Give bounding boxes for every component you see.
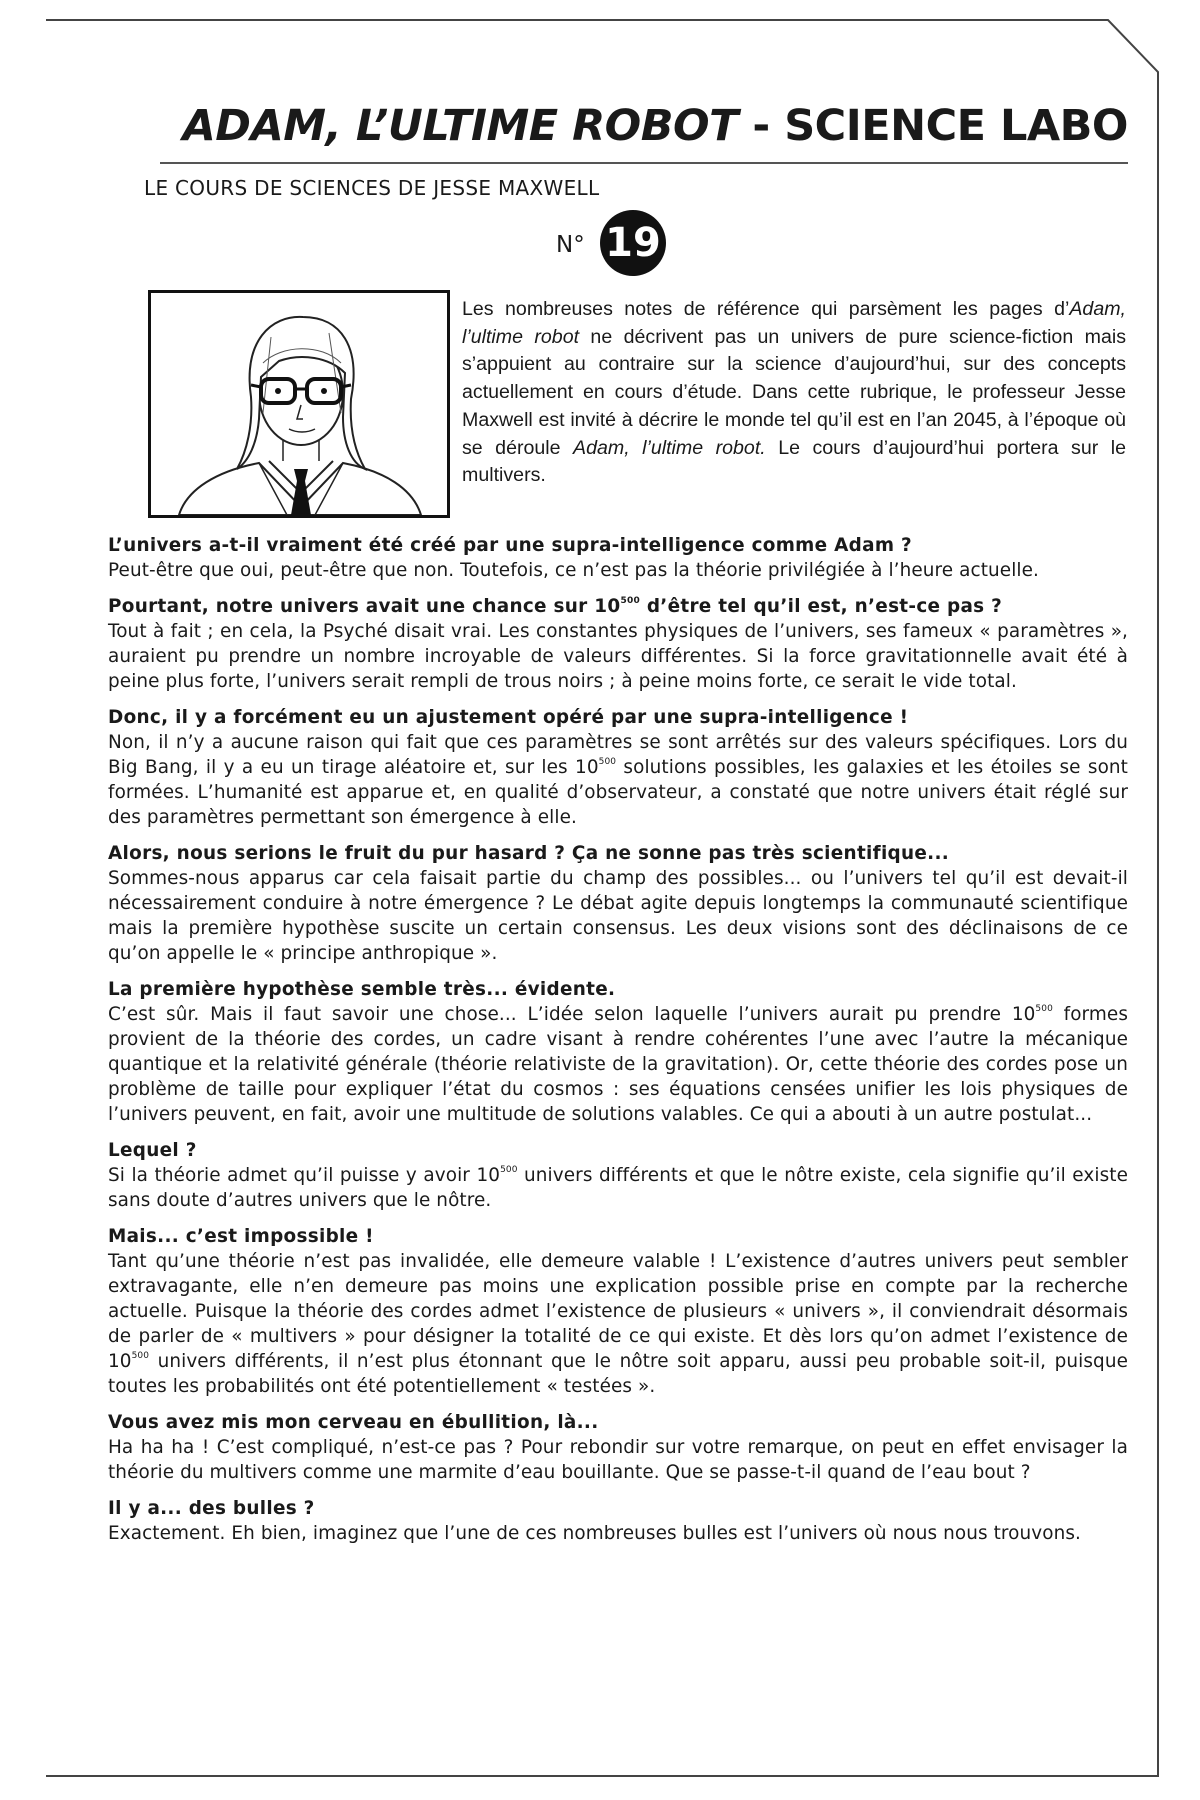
qa-block-5 — [108, 977, 1128, 1127]
question: Vous avez mis mon cerveau en ébullition, là... — [108, 1412, 599, 1433]
answer-text: formes provient de la théorie des cordes, un cadre visant à rendre cohérentes l’une avec l’autre la mécanique quantique et la relativité générale (théorie relativiste de la gravitation). Or, cette théorie des cordes pose un problème de taille pour expliquer l’état du cosmos : ses équations censées unifier les lois physiques de l’univers peuvent, en fait, avoir une multitude de solutions valables. Ce qui a abouti à un autre postulat... — [108, 1004, 1128, 1125]
qa-block-6 — [108, 1138, 1128, 1213]
article — [108, 96, 1128, 1546]
question: L’univers a-t-il vraiment été créé par une supra-intelligence comme Adam ? — [108, 535, 912, 556]
exponent: 500 — [1035, 1004, 1053, 1014]
answer — [108, 730, 1128, 830]
question-text: Pourtant, notre univers avait une chance sur 10 — [108, 596, 621, 617]
answer: Sommes-nous apparus car cela faisait partie du champ des possibles... ou l’univers tel qu’il est devait-il nécessairement conduire à notre émergence ? Le débat agite depuis longtemps la communauté scientifique mais la première hypothèse suscite un certain consensus. Les deux visions sont des déclinaisons de ce qu’on appelle le « principe anthropique ». — [108, 868, 1128, 964]
answer-text: Tant qu’une théorie n’est pas invalidée, elle demeure valable ! L’existence d’autres univers peut sembler extravagante, elle n’en demeure pas moins une explication possible prise en compte par la recherche actuelle. Puisque la théorie des cordes admet l’existence de plusieurs « univers », il conviendrait désormais de parler de « multivers » pour désigner la totalité de ce qui existe. Et dès lors qu’on admet l’existence de 10 — [108, 1251, 1128, 1372]
portrait-illustration — [151, 293, 447, 515]
professor-portrait — [148, 290, 450, 518]
answer: Exactement. Eh bien, imaginez que l’une de ces nombreuses bulles est l’univers où nous nous trouvons. — [108, 1523, 1081, 1544]
exponent: 500 — [500, 1165, 518, 1175]
intro-book-title-2: Adam, l’ultime robot. — [573, 436, 766, 459]
page-subtitle: LE COURS DE SCIENCES DE JESSE MAXWELL — [144, 176, 600, 200]
question — [108, 594, 1128, 619]
answer-text: univers différents, il n’est plus étonnant que le nôtre soit apparu, aussi peu probable soit-il, puisque toutes les probabilités ont été potentiellement « testées ». — [108, 1351, 1128, 1397]
qa-block-9 — [108, 1496, 1128, 1546]
page-title — [108, 96, 1128, 156]
question-text: d’être tel qu’il est, n’est-ce pas ? — [640, 596, 1003, 617]
answer: Peut-être que oui, peut-être que non. Toutefois, ce n’est pas la théorie privilégiée à l’heure actuelle. — [108, 560, 1039, 581]
qa-block-4 — [108, 841, 1128, 966]
answer — [108, 1002, 1128, 1127]
question: Alors, nous serions le fruit du pur hasard ? Ça ne sonne pas très scientifique... — [108, 843, 950, 864]
exponent: 500 — [131, 1351, 150, 1361]
title-divider — [160, 162, 1128, 164]
intro-section — [108, 290, 1128, 522]
qa-block-8 — [108, 1410, 1128, 1485]
question: Donc, il y a forcément eu un ajustement opéré par une supra-intelligence ! — [108, 707, 909, 728]
answer: Tout à fait ; en cela, la Psyché disait vrai. Les constantes physiques de l’univers, ses fameux « paramètres », auraient pu prendre un nombre incroyable de valeurs différentes. Si la force gravitationnelle avait été à peine plus forte, l’univers serait rempli de trous noirs ; à peine moins forte, ce serait le vide total. — [108, 621, 1128, 692]
question: Il y a... des bulles ? — [108, 1498, 315, 1519]
title-rest: - SCIENCE LABO — [737, 101, 1128, 151]
intro-text-3: Le cours d’aujourd’hui portera sur le multivers. — [462, 436, 1126, 487]
answer: Ha ha ha ! C’est compliqué, n’est-ce pas ? Pour rebondir sur votre remarque, on peut en effet envisager la théorie du multivers comme une marmite d’eau bouillante. Que se passe-t-il quand de l’eau bout ? — [108, 1437, 1128, 1483]
qa-block-2 — [108, 594, 1128, 694]
intro-paragraph — [462, 296, 1126, 490]
qa-block-3 — [108, 705, 1128, 830]
answer-text: Non, il n’y a aucune raison qui fait que ces paramètres se sont arrêtés sur des valeurs spécifiques. Lors du Big Bang, il y a eu un tirage aléatoire et, sur les 10 — [108, 732, 1128, 778]
answer-text: univers différents et que le nôtre existe, cela signifie qu’il existe sans doute d’autres univers que le nôtre. — [108, 1165, 1128, 1211]
intro-text-1: Les nombreuses notes de référence qui parsèment les pages d’ — [462, 298, 1070, 320]
issue-number — [108, 210, 1128, 282]
question: Mais... c’est impossible ! — [108, 1226, 374, 1247]
qa-block-1 — [108, 533, 1128, 583]
issue-number-label: N° — [556, 232, 585, 258]
answer-text: solutions possibles, les galaxies et les étoiles se sont formées. L’humanité est apparue et, en qualité d’observateur, a constaté que notre univers était réglé sur des paramètres permettant son émergence à elle. — [108, 757, 1128, 828]
exponent: 500 — [598, 757, 617, 767]
question: Lequel ? — [108, 1140, 197, 1161]
answer — [108, 1249, 1128, 1399]
intro-book-title-1: Adam, l’ultime robot — [462, 298, 1126, 348]
qa-block-7 — [108, 1224, 1128, 1399]
answer — [108, 1163, 1128, 1213]
exponent: 500 — [620, 596, 641, 606]
question: La première hypothèse semble très... évidente. — [108, 979, 616, 1000]
answer-text: Si la théorie admet qu’il puisse y avoir 10 — [108, 1165, 501, 1186]
intro-text-2: ne décrivent pas un univers de pure science-fiction mais s’appuient au contraire sur la science d’aujourd’hui, sur des concepts actuellement en cours d’étude. Dans cette rubrique, le professeur Jesse Maxwell est invité à décrire le monde tel qu’il est en l’an 2045, à l’époque où se déroule — [462, 325, 1126, 459]
title-italic: ADAM, L’ULTIME ROBOT — [182, 101, 738, 151]
issue-number-badge: 19 — [600, 210, 666, 276]
answer-text: C’est sûr. Mais il faut savoir une chose... L’idée selon laquelle l’univers aurait pu prendre 10 — [108, 1004, 1036, 1025]
